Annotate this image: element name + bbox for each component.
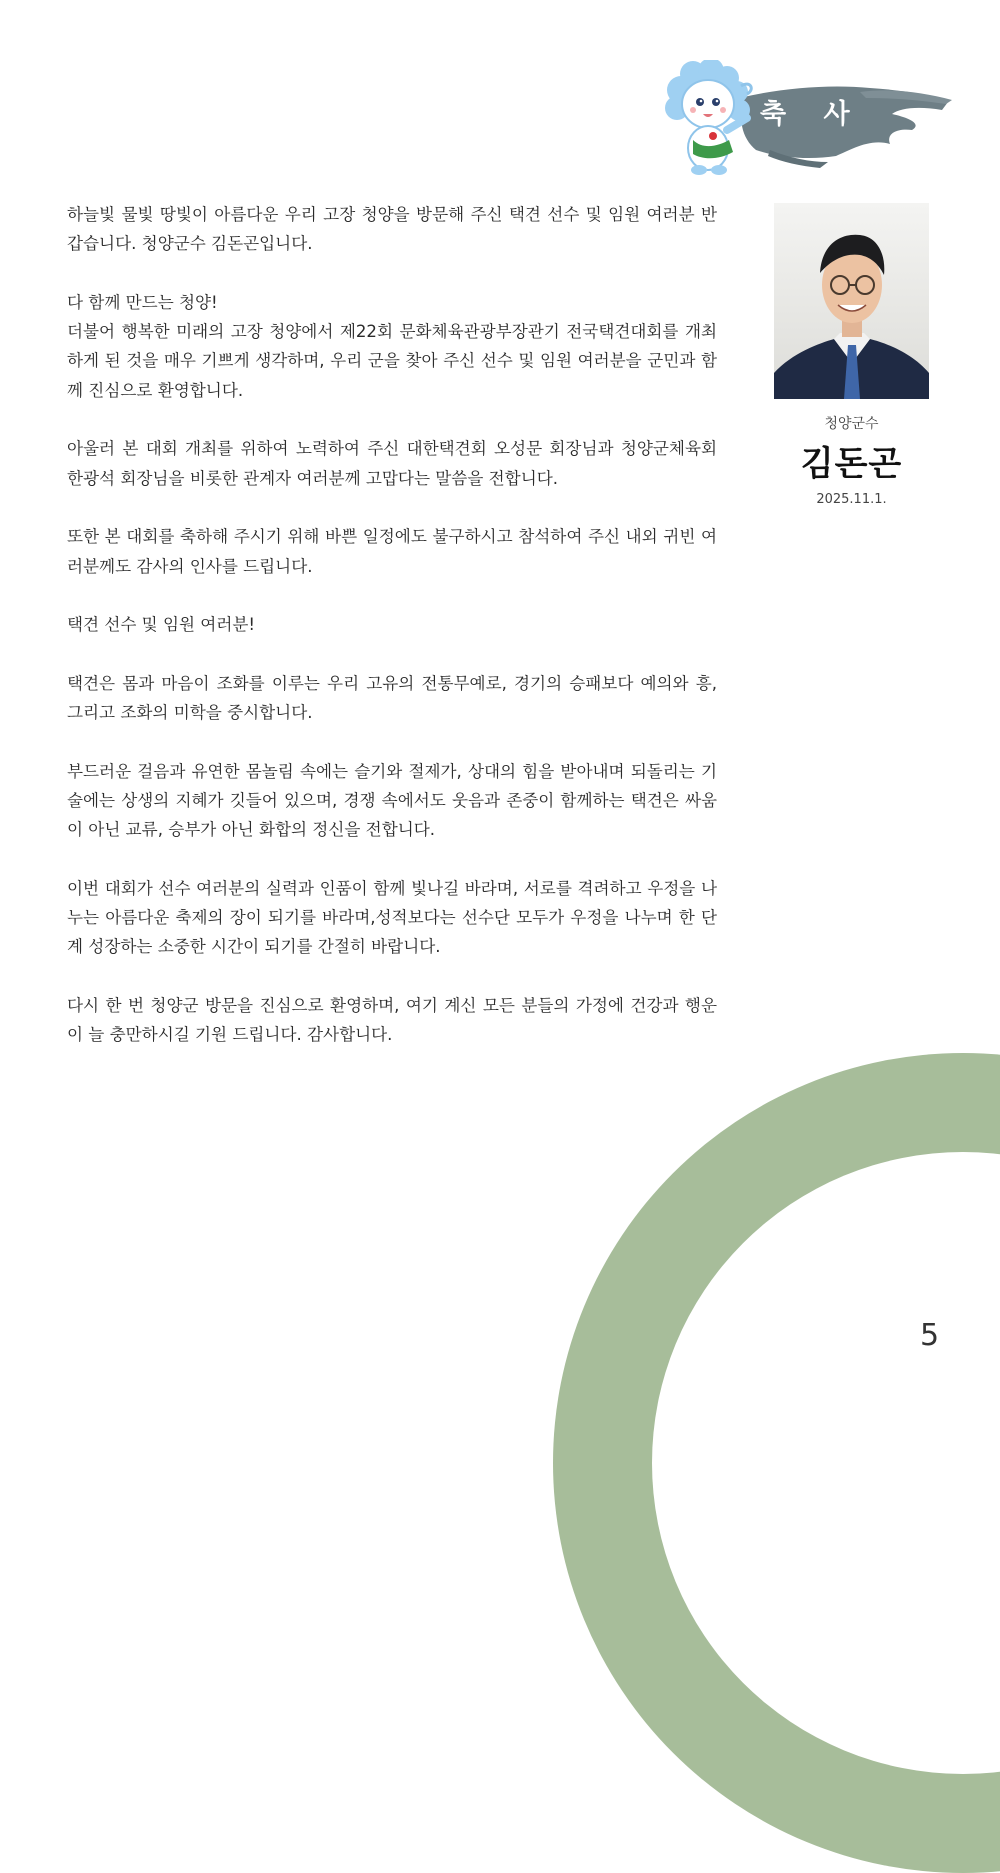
paragraph: 택견 선수 및 임원 여러분! (67, 615, 256, 635)
paragraph: 부드러운 걸음과 유연한 몸놀림 속에는 슬기와 절제가, 상대의 힘을 받아내며 되돌리는 기술에는 상생의 지혜가 깃들어 있으며, 경쟁 속에서도 웃음과 존중이 함께하는 택견은 싸움이 아닌 교류, 승부가 아닌 화합의 정신을 전합니다. (67, 761, 717, 840)
page-heading: 축 사 (760, 99, 864, 130)
portrait-photo (774, 203, 929, 399)
paragraph: 이번 대회가 선수 여러분의 실력과 인품이 함께 빛나길 바라며, 서로를 격려하고 우정을 나누는 아름다운 축제의 장이 되기를 바라며,성적보다는 선수단 모두가 우정을 나누며 한 단계 성장하는 소중한 시간이 되기를 간절히 바랍니다. (67, 878, 717, 957)
paragraph: 다시 한 번 청양군 방문을 진심으로 환영하며, 여기 계신 모든 분들의 가정에 건강과 행운이 늘 충만하시길 기원 드립니다. 감사합니다. (67, 996, 717, 1045)
paragraph: 다 함께 만드는 청양! 더불어 행복한 미래의 고장 청양에서 제22회 문화체육관광부장관기 전국택견대회를 개최하게 된 것을 매우 기쁘게 생각하며, 우리 군을 찾아 주신 선수 및 임원 여러분을 군민과 함께 진심으로 환영합니다. (67, 292, 717, 400)
signature-name: 김돈곤 (800, 444, 903, 484)
paragraph: 택견은 몸과 마음이 조화를 이루는 우리 고유의 전통무예로, 경기의 승패보다 예의와 흥, 그리고 조화의 미학을 중시합니다. (67, 673, 717, 723)
signature-date: 2025.11.1. (816, 492, 887, 507)
paragraph: 또한 본 대회를 축하해 주시기 위해 바쁜 일정에도 불구하시고 참석하여 주신 내외 귀빈 여러분께도 감사의 인사를 드립니다. (67, 527, 717, 576)
sheep-mascot-icon (663, 60, 755, 178)
address-body (67, 200, 717, 1079)
page-number: 5 (920, 1318, 940, 1353)
signature-title: 청양군수 (824, 416, 879, 432)
paragraph: 하늘빛 물빛 땅빛이 아름다운 우리 고장 청양을 방문해 주신 택견 선수 및 임원 여러분 반갑습니다. 청양군수 김돈곤입니다. (67, 205, 717, 254)
paragraph: 아울러 본 대회 개최를 위하여 노력하여 주신 대한택견회 오성문 회장님과 청양군체육회 한광석 회장님을 비롯한 관계자 여러분께 고맙다는 말씀을 전합니다. (67, 439, 717, 488)
